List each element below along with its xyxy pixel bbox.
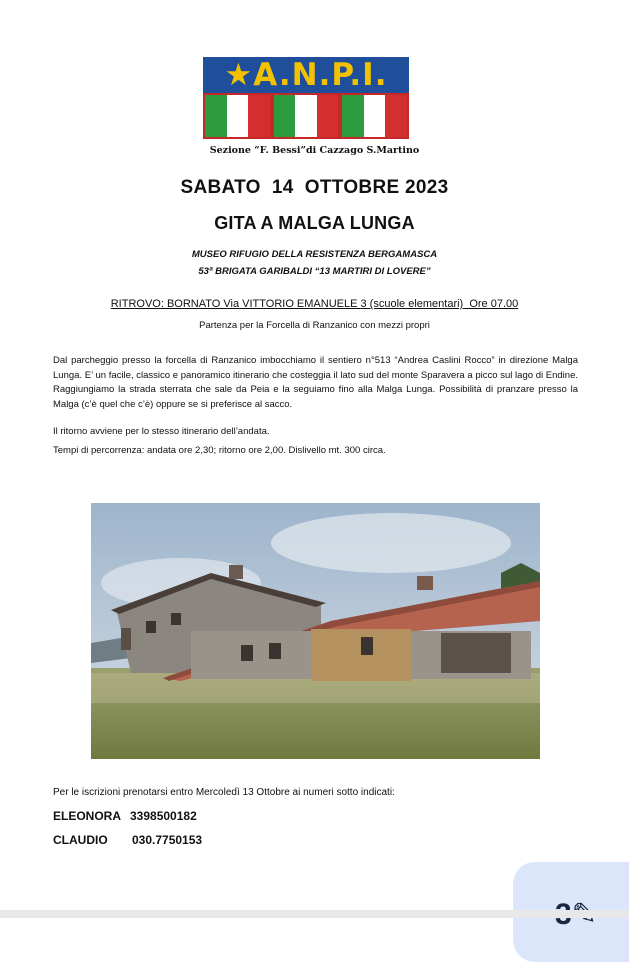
itinerary-paragraph: Dal parcheggio presso la forcella di Ranzanico imbocchiamo il sentiero n°513 “Andrea Caslini Rocco” in direzione Malga Lunga. E’ un facile, classico e panoramico itinerario che costeggia il lato sud del monte Sparavera a picco sul lago di Endine. Raggiungiamo la strada sterrata che sale da Peia e la seguiamo fino alla Malga Lunga. Possibilità di pranzare presso la Malga (c’è quel che c’è) oppure se si preferisce al sacco. — [53, 355, 578, 410]
contact-phone: 3398500182 — [130, 809, 197, 823]
contact-name: ELEONORA — [53, 809, 122, 823]
meeting-point: RITROVO: BORNATO Via VITTORIO EMANUELE 3 (scuole elementari) Ore 07.00 — [110, 298, 519, 310]
anpi-logo-banner: ★A.N.P.I. — [203, 57, 409, 93]
section-name: Sezione “F. Bessi”di Cazzago S.Martino — [209, 145, 420, 156]
event-title: GITA A MALGA LUNGA — [214, 213, 415, 233]
event-date-title: SABATO 14 OTTOBRE 2023 — [180, 177, 449, 198]
bottom-bar — [0, 910, 629, 918]
malga-lunga-photo — [91, 503, 540, 759]
contact-eleonora — [53, 809, 197, 823]
return-line: Il ritorno avviene per lo stesso itinerario dell’andata. — [53, 426, 270, 437]
anpi-logo — [203, 57, 409, 139]
contact-name: CLAUDIO — [53, 833, 108, 847]
contacts-intro: Per le iscrizioni prenotarsi entro Mercoledì 13 Ottobre ai numeri sotto indicati: — [53, 787, 395, 798]
museum-subtitle: MUSEO RIFUGIO DELLA RESISTENZA BERGAMASCA — [191, 249, 438, 260]
contact-claudio — [53, 833, 203, 847]
italian-flag-icon — [340, 93, 409, 139]
italian-flag-icon — [203, 93, 272, 139]
times-line: Tempi di percorrenza: andata ore 2,30; ritorno ore 2,00. Dislivello mt. 300 circa. — [53, 445, 386, 456]
departure-note: Partenza per la Forcella di Ranzanico con mezzi propri — [199, 320, 430, 331]
brigade-subtitle: 53ª BRIGATA GARIBALDI “13 MARTIRI DI LOVERE” — [198, 266, 431, 277]
contact-phone: 030.7750153 — [132, 833, 203, 847]
italian-flags — [203, 93, 409, 139]
italian-flag-icon — [272, 93, 341, 139]
